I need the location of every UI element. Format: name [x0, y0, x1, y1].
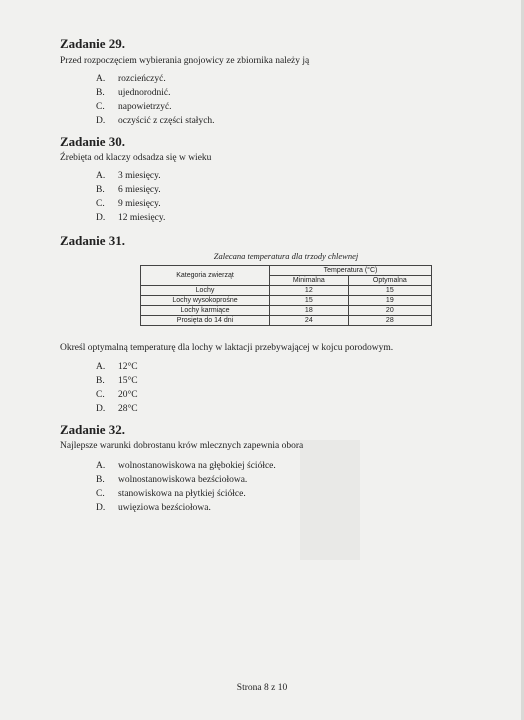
category-cell: Lochy wysokoprośne: [141, 296, 270, 306]
min-cell: 18: [270, 306, 349, 316]
option-text: 28°C: [118, 404, 138, 414]
q30-option-d: [96, 211, 165, 225]
bleed-through-shadow: [300, 440, 360, 560]
table-row: [141, 286, 432, 296]
table-row: [141, 316, 432, 326]
opt-cell: 28: [348, 316, 431, 326]
option-letter: D.: [96, 503, 106, 513]
table-header-row: [141, 266, 432, 276]
min-cell: 24: [270, 316, 349, 326]
option-text: 15°C: [118, 376, 138, 386]
q29-heading: Zadanie 29.: [60, 36, 126, 51]
table-row: [141, 296, 432, 306]
table-caption: Zalecana temperatura dla trzody chlewnej: [213, 251, 359, 261]
option-letter: A.: [96, 74, 106, 84]
q30-option-a: [96, 169, 165, 183]
category-header: Kategoria zwierząt: [141, 266, 270, 286]
option-text: uwięziowa bezściołowa.: [118, 503, 211, 513]
opt-cell: 20: [348, 306, 431, 316]
option-text: wolnostanowiskowa bezściołowa.: [118, 475, 248, 485]
table-row: [141, 306, 432, 316]
option-letter: D.: [96, 213, 106, 223]
q29-stem: Przed rozpoczęciem wybierania gnojowicy ze zbiornika należy ją: [60, 56, 310, 66]
option-letter: C.: [96, 390, 105, 400]
option-text: stanowiskowa na płytkiej ściółce.: [118, 489, 246, 499]
q31-option-c: [96, 388, 138, 402]
q30-option-c: [96, 197, 165, 211]
q32-option-d: [96, 501, 276, 515]
option-text: 20°C: [118, 390, 138, 400]
option-text: rozcieńczyć.: [118, 74, 166, 84]
opt-header: Optymalna: [348, 276, 431, 286]
q32-option-b: [96, 473, 276, 487]
q30-options: [96, 169, 165, 225]
q32-option-c: [96, 487, 276, 501]
option-letter: C.: [96, 489, 105, 499]
min-header: Minimalna: [270, 276, 349, 286]
q31-options: [96, 360, 138, 416]
option-text: oczyścić z części stałych.: [118, 116, 215, 126]
option-text: ujednorodnić.: [118, 88, 171, 98]
option-letter: A.: [96, 461, 106, 471]
option-letter: B.: [96, 376, 105, 386]
category-cell: Lochy: [141, 286, 270, 296]
q29-options: [96, 72, 215, 128]
option-text: wolnostanowiskowa na głębokiej ściółce.: [118, 461, 276, 471]
option-text: 12 miesięcy.: [118, 213, 166, 223]
opt-cell: 15: [348, 286, 431, 296]
option-letter: D.: [96, 116, 106, 126]
opt-cell: 19: [348, 296, 431, 306]
q30-heading: Zadanie 30.: [60, 134, 126, 149]
option-letter: A.: [96, 362, 106, 372]
min-cell: 12: [270, 286, 349, 296]
q30-option-b: [96, 183, 165, 197]
page-number-footer: Strona 8 z 10: [236, 683, 288, 693]
option-letter: B.: [96, 88, 105, 98]
q29-option-c: [96, 100, 215, 114]
q31-option-a: [96, 360, 138, 374]
option-letter: B.: [96, 475, 105, 485]
q31-heading: Zadanie 31.: [60, 233, 126, 248]
temperature-table: [140, 265, 432, 326]
min-cell: 15: [270, 296, 349, 306]
q31-option-b: [96, 374, 138, 388]
option-letter: B.: [96, 185, 105, 195]
q32-stem: Najlepsze warunki dobrostanu krów mlecznych zapewnia obora: [60, 441, 304, 451]
option-text: 3 miesięcy.: [118, 171, 161, 181]
q32-option-a: [96, 459, 276, 473]
option-text: napowietrzyć.: [118, 102, 172, 112]
option-letter: D.: [96, 404, 106, 414]
category-cell: Prosięta do 14 dni: [141, 316, 270, 326]
q29-option-b: [96, 86, 215, 100]
option-letter: A.: [96, 171, 106, 181]
q29-option-d: [96, 114, 215, 128]
q32-options: [96, 459, 276, 515]
temperature-header: Temperatura (°C): [270, 266, 432, 276]
option-text: 12°C: [118, 362, 138, 372]
q31-option-d: [96, 402, 138, 416]
option-text: 9 miesięcy.: [118, 199, 161, 209]
option-text: 6 miesięcy.: [118, 185, 161, 195]
q31-stem: Określ optymalną temperaturę dla lochy w laktacji przebywającej w kojcu porodowym.: [60, 343, 394, 353]
q29-option-a: [96, 72, 215, 86]
q30-stem: Źrebięta od klaczy odsadza się w wieku: [60, 153, 212, 163]
category-cell: Lochy karmiące: [141, 306, 270, 316]
option-letter: C.: [96, 199, 105, 209]
option-letter: C.: [96, 102, 105, 112]
q32-heading: Zadanie 32.: [60, 422, 126, 437]
